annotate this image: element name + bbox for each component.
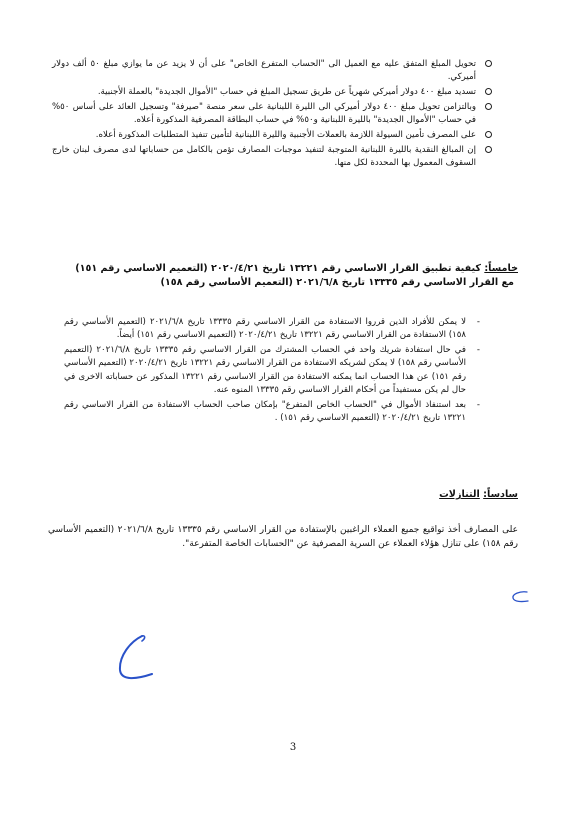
list-item: [64, 399, 480, 425]
section-five-number: خامساً:: [484, 263, 518, 274]
list-item: [52, 86, 492, 99]
list-item-text: لا يمكن للأفراد الذين قرروا الاستفادة من القرار الاساسي رقم ١٣٣٣٥ تاريخ ٢٠٢١/٦/٨ (التعميم الأساسي رقم ١٥٨) الاستفادة من القرار الاساسي رقم ١٣٢٢١ تاريخ ٢٠٢٠/٤/٢١ (التعميم الاساسي رقم ١٥١) أيضاً.: [64, 317, 466, 341]
list-item-text: في حال استفادة شريك واحد في الحساب المشترك من القرار الاساسي رقم ١٣٣٣٥ تاريخ ٢٠٢١/٦/٨ (التعميم الأساسي رقم ١٥٨) لا يمكن لشريكه الاستفادة من القرار الاساسي رقم ١٣٢٢١ تاريخ ٢٠٢٠/٤/٢١ (التعميم الأساسي رقم ١٥١) عن هذا الحساب انما يمكنه الاستفادة من القرار الاساسي رقم ١٣٢٢١ المذكور عن حساباته الاخرى في حال لم يكن مستفيداً من أحكام القرار الاساسي رقم ١٣٣٣٥ المنوه عنه.: [64, 345, 466, 395]
list-item-text: تحويل المبلغ المتفق عليه مع العميل الى "الحساب المتفرع الخاص" على أن لا يزيد عن ما يوازي مبلغ ٥٠ ألف دولار أميركي.: [52, 59, 476, 83]
list-item: [52, 101, 492, 128]
circle-bullet-icon: [485, 88, 492, 95]
circle-bullet-icon: [485, 146, 492, 153]
list-item: [52, 144, 492, 171]
list-item: [52, 58, 492, 85]
circle-bullet-icon: [485, 103, 492, 110]
initials-mark-icon: [508, 588, 532, 608]
dash-bullet: -: [476, 399, 480, 410]
list-item: [64, 316, 480, 342]
list-item: [52, 129, 492, 142]
list-item-text: إن المبالغ النقدية بالليرة اللبنانية المتوجبة لتنفيذ موجبات المصارف تؤمن بالكامل من حساباتها لدى مصرف لبنان خارج السقوف المعمول بها المحددة لكل منها.: [52, 144, 476, 169]
list-item-text: تسديد مبلغ ٤٠٠ دولار أميركي شهرياً عن طريق تسجيل المبلغ في حساب "الأموال الجديدة" بالعملة الأجنبية.: [97, 87, 476, 98]
circle-bullet-icon: [485, 60, 492, 67]
dash-bullet: -: [476, 317, 480, 327]
circle-bullet-icon: [485, 131, 492, 138]
list-item-text: وبالتزامن تحويل مبلغ ٤٠٠ دولار أميركي الى الليرة اللبنانية على سعر منصة "صيرفة" وتسجيل العائد على أساس ٥٠% في حساب "الأموال الجديدة" بالليرة اللبنانية و٥٠% في حساب البطاقة المصرفية المذكورة أعلاه.: [52, 101, 476, 126]
section-six-paragraph: على المصارف أخذ تواقيع جميع العملاء الراغبين بالإستفادة من القرار الاساسي رقم ١٣٣٣٥ تاريخ ٢٠٢١/٦/٨ (التعميم الأساسي رقم ١٥٨) على تنازل هؤلاء العملاء عن السرية المصرفية عن "الحسابات الخاصة المتفرعة".: [48, 525, 518, 549]
section-six-title: التنازلات: [439, 489, 480, 500]
bullet-list: [52, 58, 492, 172]
section-five-title-line1: كيفية تطبيق القرار الاساسي رقم ١٣٢٢١ تاريخ ٢٠٢٠/٤/٢١ (التعميم الاساسي رقم ١٥١): [75, 263, 481, 274]
page-number: 3: [289, 742, 297, 753]
section-six-number: سادساً:: [483, 489, 518, 500]
dash-bullet: -: [476, 345, 480, 356]
list-item: [64, 344, 480, 397]
list-item-text: على المصرف تأمين السيولة اللازمة بالعملات الأجنبية والليرة اللبنانية لتأمين تنفيذ المتطلبات المذكورة أعلاه.: [95, 129, 476, 140]
signature-icon: [112, 630, 160, 686]
section-five-title-line2: مع القرار الاساسي رقم ١٣٣٣٥ تاريخ ٢٠٢١/٦/٨ (التعميم الأساسي رقم ١٥٨): [160, 277, 514, 288]
section-six-heading: [48, 488, 518, 502]
list-item-text: بعد استنفاذ الأموال في "الحساب الخاص المتفرع" بإمكان صاحب الحساب الاستفادة من القرار الاساسي رقم ١٣٢٢١ تاريخ ٢٠٢٠/٤/٢١ (التعميم الاساسي رقم ١٥١) .: [64, 399, 466, 424]
section-five-heading: [48, 262, 518, 290]
dash-list: [64, 316, 480, 427]
